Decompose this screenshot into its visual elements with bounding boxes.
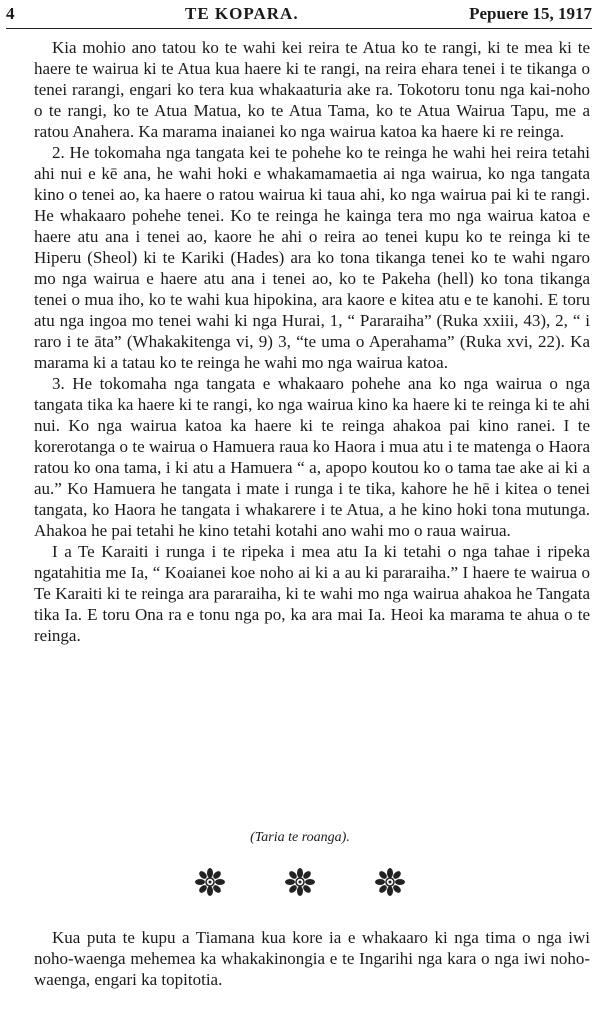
article-paragraph-3: 3. He tokomaha nga tangata e whakaaro pohehe ana ko nga wairua o nga tangata tika ka haere ki te rangi, ko nga wairua kino ka haere ki te reinga ki te ahi nui. Ko nga wairua katoa ka haere ki te reinga ahakoa pai kino ranei. I te korerotanga o te wairua o Hamuera raua ko Haora i mua atu i te matenga o Haora ratou ko ona tama, i ki atu a Hamuera “ a, apopo koutou ko o tama tae ake ai ki a au.” Ko Hamuera he tangata i mate i runga i te tika, kahore he hē i kitea o tenei tangata, ko Haora he tangata i whakarere i te Atua, a he kino hoki tona mutunga. Ahakoa he pai tetahi he kino tetahi kotahi ano wahi mo o raua wairua.	[34, 374, 590, 540]
running-header	[6, 4, 592, 29]
news-item-paragraph: Kua puta te kupu a Tiamana kua kore ia e whakaaro ki nga tima o nga iwi noho-waenga mehemea ka whakakinongia e te Ingarihi nga kara o nga iwi noho-waenga, engari ka topitotia.	[34, 928, 590, 989]
flower-ornament-icon	[375, 868, 405, 896]
continued-note: (Taria te roanga).	[250, 830, 350, 845]
article-body	[34, 37, 590, 646]
page-number: 4	[6, 4, 15, 23]
article-paragraph-2: 2. He tokomaha nga tangata kei te pohehe ko te reinga he wahi hei reira tetahi ahi nui e kē ana, he wahi hoki e whakamamaetia ai nga wairua, ko nga tangata kino o tenei ao, ka haere o ratou wairua ki taua ahi, ko nga wairua pai ki te rangi. He whakaaro pohehe tenei. Ko te reinga he kainga tera mo nga wairua katoa e haere atu ana i tenei ao, kaore he ahi o reira ao tenei kupu ko te reinga ki te Hiperu (Sheol) ki te Kariki (Hades) ara ko tona tikanga tenei ko te wahi ngaro mo nga wairua e haere atu ana i tenei ao, ko te Pakeha (hell) ko tona tikanga tenei o mua iho, ko te wahi kua hipokina, ara kaore e kitea atu e te kanohi. E toru atu nga ingoa mo tenei wahi ki nga Hurai, 1, “ Pararaiha” (Ruka xxiii, 43), 2, “ i raro i te āta” (Whakakitenga vi, 9) 3, “te uma o Aperahama” (Ruka xvi, 22). Ka marama ki a tatau ko te reinga he wahi mo nga wairua katoa.	[34, 143, 590, 372]
ornament-row	[0, 868, 600, 898]
article-paragraph-4: I a Te Karaiti i runga i te ripeka i mea atu Ia ki tetahi o nga tahae i ripeka ngatahitia me Ia, “ Koaianei koe noho ai ki a au ki pararaiha.” I haere te wairua o Te Karaiti ki te reinga ara pararaiha, ki te wahi mo nga wairua ahakoa he Tangata tika Ia. E toru Ona ra e tonu nga po, ka ara mai Ia. Heoi ka marama te ahua o te reinga.	[34, 542, 590, 645]
news-item	[34, 927, 590, 990]
article-paragraph-1: Kia mohio ano tatou ko te wahi kei reira te Atua ko te rangi, ki te mea ki te haere te wairua ki te Atua kua haere ki te rangi, na reira ehara tenei i te tikanga o tenei rarangi, engari ko tera kua whakaaturia ake ra. Tokotoru tonu nga kai-noho o te rangi, ko te Atua Matua, ko te Atua Tama, ko te Atua Wairua Tapu, me a ratou Anahera. Ka marama inaianei ko nga wairua katoa ka haere ki re reinga.	[34, 38, 590, 141]
issue-date: Pepuere 15, 1917	[469, 4, 592, 23]
flower-ornament-icon	[285, 868, 315, 896]
journal-title: TE KOPARA.	[185, 4, 299, 23]
flower-ornament-icon	[195, 868, 225, 896]
